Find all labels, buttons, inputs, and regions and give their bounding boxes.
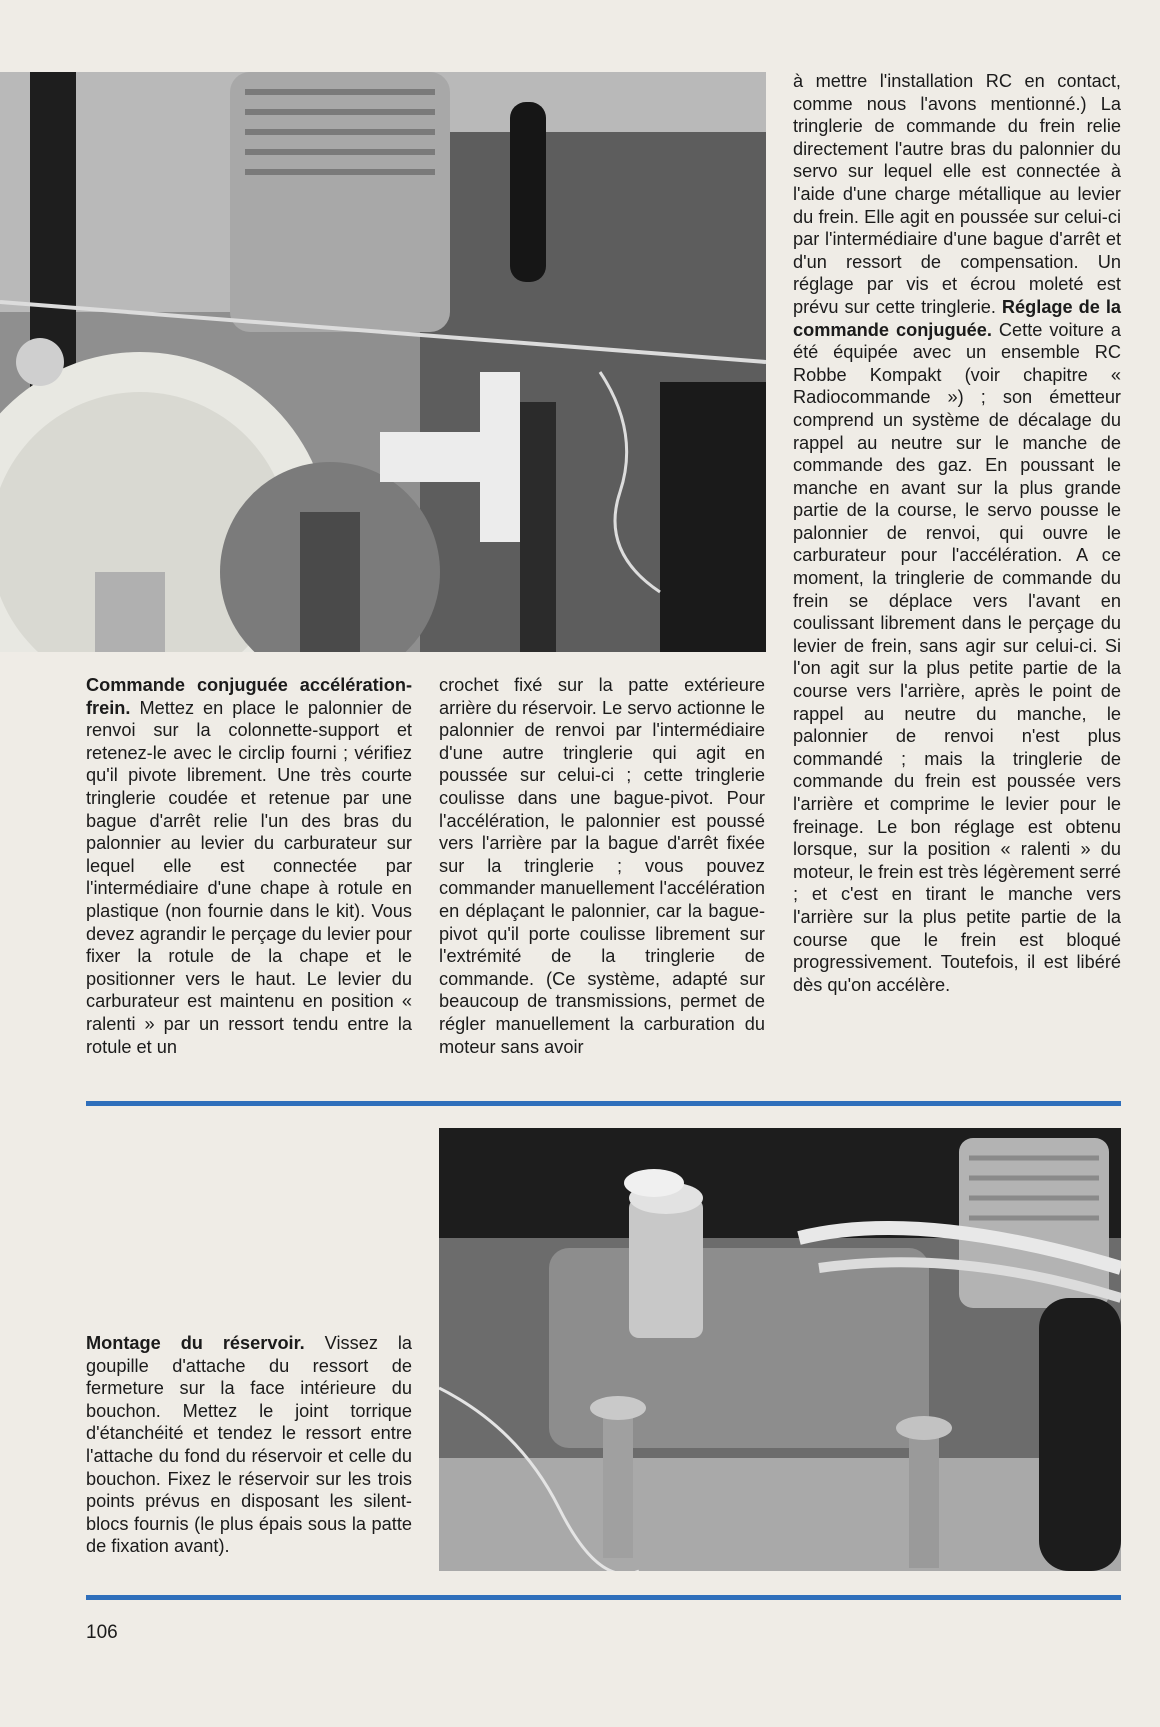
text-commande: Mettez en place le palonnier de renvoi sur la colonnette-support et retenez-le avec le circlip fourni ; vérifiez qu'il pivote librement. Une très courte tringlerie coudée et retenue par une bague d'arrêt relie l'un des bras du palonnier au levier du carburateur sur lequel elle est connectée par l'intermédiaire d'une chape à rotule en plastique (non fournie dans le kit). Vous devez agrandir le perçage du levier pour fixer la rotule de la chape et le positionner vers le haut. Le levier du carburateur est maintenu en position « ralenti » par un ressort tendu entre la rotule et un bbox=[86, 697, 412, 1057]
photo-fuel-tank bbox=[439, 1128, 1121, 1571]
photo-engine-linkage bbox=[0, 72, 766, 652]
page-number: 106 bbox=[86, 1622, 118, 1643]
fuel-tank-illustration bbox=[439, 1128, 1121, 1571]
heading-commande: Commande conjuguée accélération-frein. bbox=[86, 675, 412, 718]
text-middle: crochet fixé sur la patte extérieure arrière du réservoir. Le servo actionne le palonnier de renvoi par l'intermédiaire d'une autre tringlerie qui agit en poussée sur celui-ci ; cette tringlerie coulisse dans une bague-pivot. Pour l'accélération, le palonnier est poussé vers l'arrière par la bague d'arrêt fixée sur la tringlerie ; vous pouvez commander manuellement l'accélération en déplaçant le palonnier, car la bague-pivot qu'il porte coulisse librement sur l'extrémité de la tringlerie de commande. (Ce système, adapté sur beaucoup de transmissions, permet de régler manuellement la carburation du moteur sans avoir bbox=[439, 675, 765, 1057]
heading-reglage: Réglage de la commande conjuguée. bbox=[793, 296, 1121, 340]
text-continued: à mettre l'installation RC en contact, comme nous l'avons mentionné.) La tringlerie de commande du frein relie directement l'autre bras du palonnier du servo sur lequel elle est connectée à l'aide d'une charge métallique au levier du frein. Elle agit en poussée sur celui-ci par l'intermédiaire d'une bague d'arrêt et d'un ressort de compensation. Un réglage par vis et écrou moleté est prévu sur cette tringlerie. bbox=[793, 71, 1121, 317]
divider-rule-top bbox=[86, 1101, 1121, 1106]
column-right-top bbox=[793, 70, 1121, 996]
column-reservoir bbox=[86, 1332, 412, 1558]
divider-rule-bottom bbox=[86, 1595, 1121, 1600]
column-left bbox=[86, 674, 412, 1058]
column-middle bbox=[439, 674, 765, 1058]
heading-reservoir: Montage du réservoir. bbox=[86, 1333, 305, 1353]
text-reglage: Cette voiture a été équipée avec un ensemble RC Robbe Kompakt (voir chapitre « Radiocommande ») ; son émetteur comprend un système de décalage du rappel au neutre sur le manche de commande des gaz. En poussant le manche en avant sur la plus grande partie de la course, le servo pousse le palonnier de renvoi, qui ouvre le carburateur pour l'accélération. A ce moment, la tringlerie de commande du frein se déplace vers l'avant en coulissant librement dans le perçage du levier de frein, sans agir sur celui-ci. Si l'on agit sur la plus petite partie de la course vers l'arrière, après le point de rappel au neutre du manche, le palonnier de renvoi n'est plus commandé ; mais la tringlerie de commande du frein est poussée vers l'arrière et comprime le levier pour le freinage. Le bon réglage est obtenu lorsque, sur la position « ralenti » du moteur, le frein est très légèrement serré ; et c'est en tirant le manche vers l'arrière sur la plus petite partie de la course que le frein est bloqué progressivement. Toutefois, il est libéré dès qu'on accélère. bbox=[793, 319, 1121, 995]
text-reservoir: Vissez la goupille d'attache du ressort de fermeture sur la face intérieure du bouchon. Mettez le joint torrique d'étanchéité et tendez le ressort entre l'attache du fond du réservoir et celle du bouchon. Fixez le réservoir sur les trois points prévus en disposant les silent-blocs fournis (le plus épais sous la patte de fixation avant). bbox=[86, 1333, 412, 1557]
engine-linkage-illustration bbox=[0, 72, 766, 652]
